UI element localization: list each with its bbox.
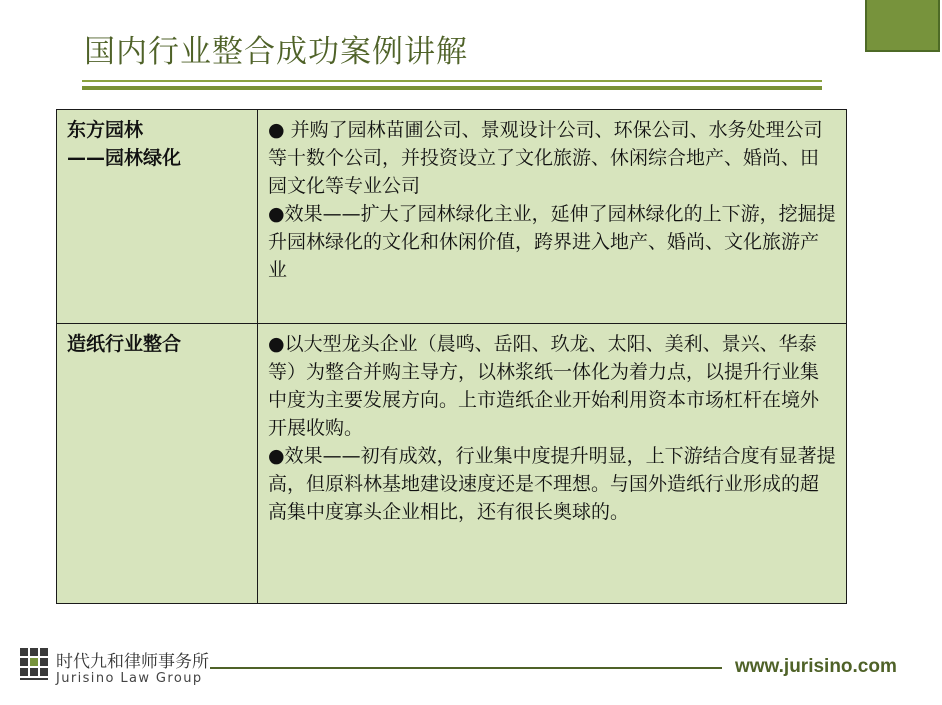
bullet-paragraph: ●效果——初有成效，行业集中度提升明显，上下游结合度有显著提高，但原料林基地建设速度还是不理想。与国外造纸行业形成的超高集中度寡头企业相比，还有很长奥球的。 bbox=[268, 445, 836, 523]
corner-decoration bbox=[865, 0, 940, 52]
title-rule-thin bbox=[82, 80, 822, 82]
bullet-paragraph: ●以大型龙头企业（晨鸣、岳阳、玖龙、太阳、美利、景兴、华泰等）为整合并购主导方，以林浆纸一体化为着力点，以提升行业集中度为主要发展方向。上市造纸企业开始利用资本市场杠杆在境外开展收购。 bbox=[268, 333, 820, 439]
row-label-line: 东方园林 bbox=[67, 119, 144, 141]
firm-name-cn: 时代九和律师事务所 bbox=[56, 652, 209, 672]
bullet-paragraph: ● 并购了园林苗圃公司、景观设计公司、环保公司、水务处理公司等十数个公司，并投资设立了文化旅游、休闲综合地产、婚尚、田园文化等专业公司 bbox=[268, 119, 823, 197]
row-label-cell bbox=[57, 324, 258, 604]
row-label-cell bbox=[57, 110, 258, 324]
footer-rule bbox=[210, 667, 722, 669]
footer-url: www.jurisino.com bbox=[735, 656, 897, 677]
case-table bbox=[56, 109, 847, 604]
firm-logo-icon bbox=[20, 648, 48, 686]
table-row bbox=[57, 110, 847, 324]
page-title: 国内行业整合成功案例讲解 bbox=[84, 34, 468, 70]
firm-name-en: Jurisino Law Group bbox=[56, 671, 203, 686]
row-body-cell bbox=[258, 324, 847, 604]
bullet-paragraph: ●效果——扩大了园林绿化主业，延伸了园林绿化的上下游，挖掘提升园林绿化的文化和休闲价值，跨界进入地产、婚尚、文化旅游产业 bbox=[268, 203, 836, 281]
row-label-line: 造纸行业整合 bbox=[67, 333, 182, 355]
row-label-line: ——园林绿化 bbox=[67, 147, 182, 169]
row-body-cell bbox=[258, 110, 847, 324]
title-rule-thick bbox=[82, 86, 822, 90]
table-row bbox=[57, 324, 847, 604]
